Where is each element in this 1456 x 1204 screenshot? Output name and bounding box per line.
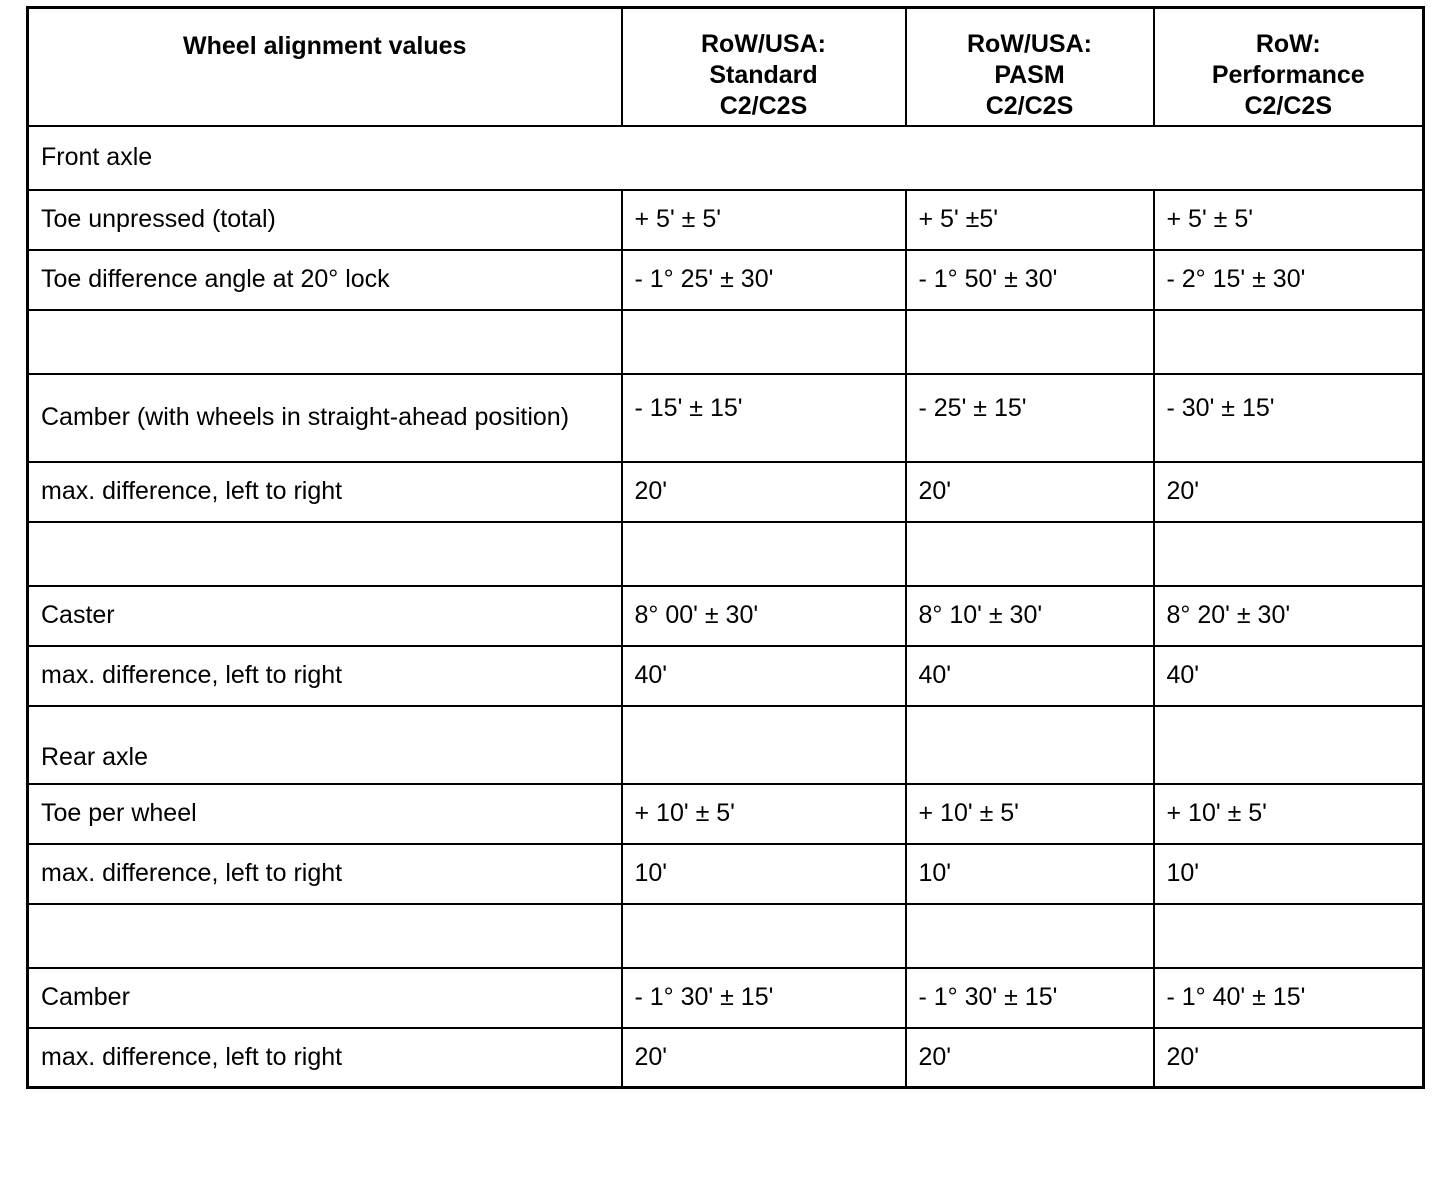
- cell-value: - 1° 30' ± 15': [622, 968, 906, 1028]
- row-label: max. difference, left to right: [28, 646, 622, 706]
- cell-value: [1154, 522, 1424, 586]
- table-row: [28, 1028, 1424, 1088]
- cell-value: + 10' ± 5': [906, 784, 1154, 844]
- cell-value: [1154, 904, 1424, 968]
- cell-value: 10': [622, 844, 906, 904]
- cell-value: - 15' ± 15': [622, 374, 906, 462]
- header-line: C2/C2S: [1244, 92, 1333, 120]
- row-label: max. difference, left to right: [28, 1028, 622, 1088]
- cell-value: 10': [906, 844, 1154, 904]
- header-line: C2/C2S: [719, 92, 808, 120]
- cell-value: + 5' ± 5': [622, 190, 906, 250]
- cell-value: 20': [1154, 1028, 1424, 1088]
- cell-value: + 10' ± 5': [622, 784, 906, 844]
- cell-value: 20': [622, 462, 906, 522]
- cell-value: [622, 310, 906, 374]
- table-row: [28, 586, 1424, 646]
- cell-value: [622, 904, 906, 968]
- row-label: Toe per wheel: [28, 784, 622, 844]
- table-row: [28, 374, 1424, 462]
- row-label: [28, 310, 622, 374]
- header-line: RoW/USA:: [701, 30, 826, 58]
- cell-empty: [906, 706, 1154, 784]
- table-row-empty: [28, 904, 1424, 968]
- cell-value: - 1° 25' ± 30': [622, 250, 906, 310]
- wheel-alignment-table: [26, 6, 1425, 1089]
- table-row-empty: [28, 310, 1424, 374]
- table-row: [28, 844, 1424, 904]
- section-row-rear-axle: [28, 706, 1424, 784]
- row-label: [28, 522, 622, 586]
- section-row-front-axle: [28, 126, 1424, 190]
- header-line: PASM: [994, 61, 1065, 89]
- table-row: [28, 190, 1424, 250]
- row-label: Toe difference angle at 20° lock: [28, 250, 622, 310]
- header-line: RoW:: [1255, 30, 1321, 58]
- cell-value: - 1° 30' ± 15': [906, 968, 1154, 1028]
- cell-value: 8° 20' ± 30': [1154, 586, 1424, 646]
- cell-value: + 5' ± 5': [1154, 190, 1424, 250]
- row-label: Camber (with wheels in straight-ahead position): [28, 374, 622, 462]
- cell-value: [906, 904, 1154, 968]
- cell-value: - 2° 15' ± 30': [1154, 250, 1424, 310]
- cell-value: 40': [906, 646, 1154, 706]
- cell-value: - 1° 50' ± 30': [906, 250, 1154, 310]
- cell-value: 20': [1154, 462, 1424, 522]
- header-col-pasm: [906, 8, 1154, 126]
- cell-value: 40': [1154, 646, 1424, 706]
- table-row: [28, 646, 1424, 706]
- cell-value: 20': [906, 1028, 1154, 1088]
- cell-value: [906, 310, 1154, 374]
- section-label: Front axle: [28, 126, 1424, 190]
- table-row-empty: [28, 522, 1424, 586]
- header-line: RoW/USA:: [967, 30, 1092, 58]
- table-row: [28, 462, 1424, 522]
- cell-empty: [622, 706, 906, 784]
- header-line: Performance: [1211, 61, 1365, 89]
- section-label: Rear axle: [28, 706, 622, 784]
- header-line: Standard: [709, 61, 818, 89]
- header-title: Wheel alignment values: [28, 8, 622, 126]
- table-row: [28, 250, 1424, 310]
- row-label: Camber: [28, 968, 622, 1028]
- cell-value: + 5' ±5': [906, 190, 1154, 250]
- cell-value: 20': [906, 462, 1154, 522]
- row-label: Toe unpressed (total): [28, 190, 622, 250]
- cell-value: 8° 00' ± 30': [622, 586, 906, 646]
- table-row: [28, 784, 1424, 844]
- cell-empty: [1154, 706, 1424, 784]
- cell-value: 20': [622, 1028, 906, 1088]
- header-col-standard: [622, 8, 906, 126]
- cell-value: - 25' ± 15': [906, 374, 1154, 462]
- table-row: [28, 968, 1424, 1028]
- row-label: [28, 904, 622, 968]
- cell-value: 40': [622, 646, 906, 706]
- cell-value: - 30' ± 15': [1154, 374, 1424, 462]
- row-label: max. difference, left to right: [28, 844, 622, 904]
- row-label: max. difference, left to right: [28, 462, 622, 522]
- cell-value: [906, 522, 1154, 586]
- cell-value: 10': [1154, 844, 1424, 904]
- header-col-performance: [1154, 8, 1424, 126]
- cell-value: [622, 522, 906, 586]
- cell-value: [1154, 310, 1424, 374]
- cell-value: 8° 10' ± 30': [906, 586, 1154, 646]
- cell-value: + 10' ± 5': [1154, 784, 1424, 844]
- table-header-row: [28, 8, 1424, 126]
- header-line: C2/C2S: [985, 92, 1074, 120]
- row-label: Caster: [28, 586, 622, 646]
- cell-value: - 1° 40' ± 15': [1154, 968, 1424, 1028]
